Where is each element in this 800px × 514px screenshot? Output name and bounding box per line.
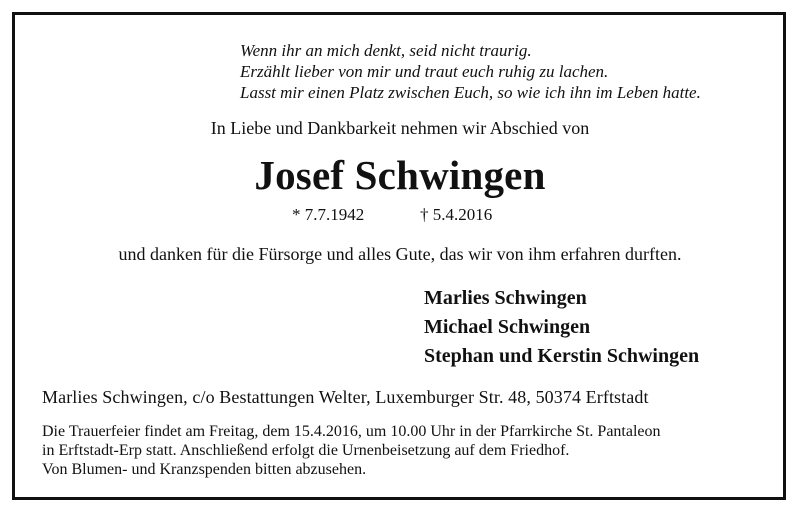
deceased-name: Josef Schwingen — [254, 152, 546, 198]
poem-line-1: Wenn ihr an mich denkt, seid nicht traurig. — [240, 41, 532, 60]
poem-line-2: Erzählt lieber von mir und traut euch ruhig zu lachen. — [240, 62, 609, 81]
funeral-notice-line-1: Die Trauerfeier findet am Freitag, dem 15.4.2016, um 10.00 Uhr in der Pfarrkirche St. Pantaleon — [42, 423, 661, 440]
funeral-notice-line-3: Von Blumen- und Kranzspenden bitten abzusehen. — [42, 461, 367, 478]
birth-date: * 7.7.1942 — [292, 205, 365, 224]
funeral-notice-line-2: in Erftstadt-Erp statt. Anschließend erfolgt die Urnenbeisetzung auf dem Friedhof. — [42, 442, 570, 459]
intro-text: In Liebe und Dankbarkeit nehmen wir Abschied von — [210, 118, 590, 138]
poem-line-3: Lasst mir einen Platz zwischen Euch, so wie ich ihn im Leben hatte. — [240, 83, 701, 102]
contact-address: Marlies Schwingen, c/o Bestattungen Welter, Luxemburger Str. 48, 50374 Erftstadt — [42, 387, 649, 407]
mourner-name: Stephan und Kerstin Schwingen — [424, 345, 700, 367]
thanks-text: und danken für die Fürsorge und alles Gute, das wir von ihm erfahren durften. — [118, 244, 682, 264]
mourner-name: Michael Schwingen — [424, 316, 591, 338]
mourner-name: Marlies Schwingen — [424, 287, 587, 309]
death-date: † 5.4.2016 — [420, 205, 493, 224]
